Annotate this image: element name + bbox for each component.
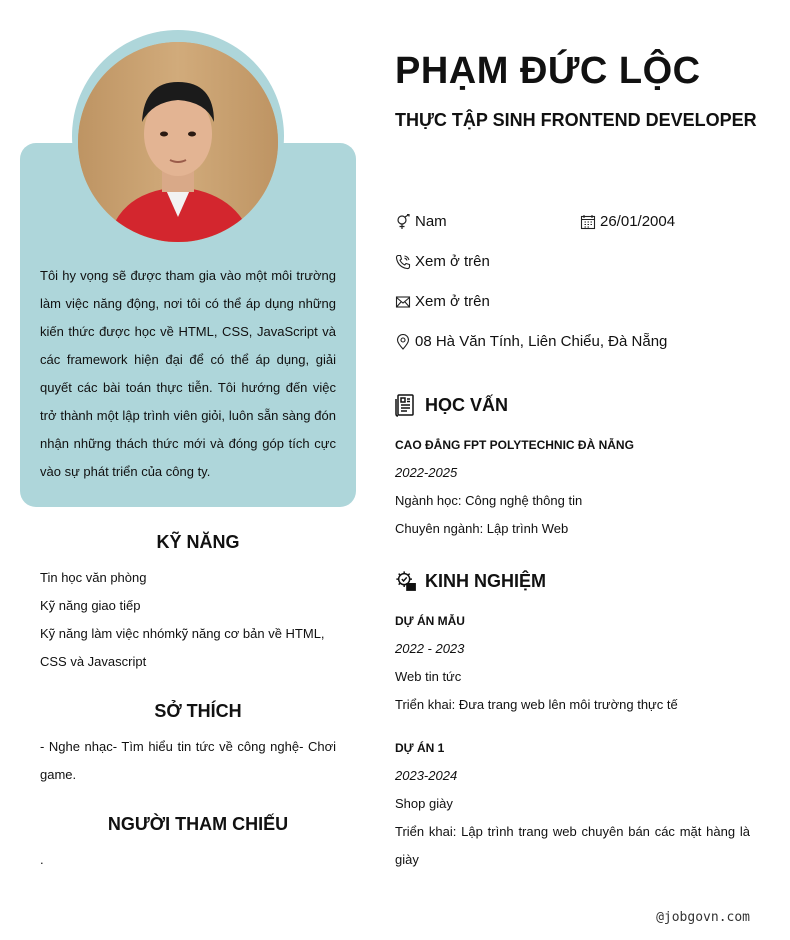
project-name: DỰ ÁN 1: [395, 741, 445, 755]
gender-value: Nam: [415, 213, 447, 230]
phone-icon: [395, 254, 411, 270]
dob-value: 26/01/2004: [600, 213, 676, 230]
list-item: Kỹ năng giao tiếp: [40, 598, 141, 613]
calendar-icon: [580, 214, 596, 230]
references-text: .: [40, 852, 44, 867]
candidate-name: PHẠM ĐỨC LỘC: [395, 50, 701, 92]
phone-info: [395, 253, 490, 270]
gender-info: [395, 213, 447, 230]
experience-title: [395, 569, 546, 593]
envelope-icon: [395, 294, 411, 310]
project-desc: Shop giày: [395, 796, 453, 811]
list-item: Kỹ năng làm việc nhómkỹ năng cơ bản về HTML, CSS và Javascript: [40, 626, 325, 669]
email-info: [395, 293, 490, 310]
email-value: Xem ở trên: [415, 293, 490, 310]
dob-info: [580, 213, 675, 230]
education-block: [395, 431, 750, 543]
hobbies-title: SỞ THÍCH: [154, 701, 242, 721]
project-desc: Web tin tức: [395, 669, 462, 684]
experience-title-text: KINH NGHIỆM: [425, 570, 546, 591]
education-title: [395, 393, 508, 417]
document-icon: [395, 393, 417, 417]
avatar: [78, 42, 278, 242]
phone-value: Xem ở trên: [415, 253, 490, 270]
list-item: Tin học văn phòng: [40, 570, 147, 585]
references-title: NGƯỜI THAM CHIẾU: [107, 814, 289, 834]
project-detail: Triển khai: Lập trình trang web chuyên bán các mặt hàng là giày: [395, 824, 750, 867]
watermark: @jobgovn.com: [656, 910, 750, 925]
gear-check-icon: [395, 569, 417, 593]
address-info: [395, 333, 667, 350]
education-period: 2022-2025: [395, 465, 458, 480]
location-pin-icon: [395, 334, 411, 350]
education-title-text: HỌC VẤN: [425, 394, 509, 415]
hobbies-text: - Nghe nhạc- Tìm hiểu tin tức về công nghệ- Chơi game.: [40, 739, 336, 782]
skills-list: [40, 564, 336, 676]
project-detail: Triển khai: Đưa trang web lên môi trường thực tế: [395, 697, 678, 712]
project-name: DỰ ÁN MẪU: [395, 614, 465, 628]
experience-item: [395, 734, 750, 874]
career-summary: Tôi hy vọng sẽ được tham gia vào một môi trường làm việc năng động, nơi tôi có thể áp dụng những kiến thức được học về HTML, CSS, JavaScript và các framework hiện đại để có thể áp dụng, giải quyết các bài toán thực tiễn. Tôi hướng đến việc trở thành một lập trình viên giỏi, luôn sẵn sàng đón nhận những thách thức mới và đóng góp tích cực vào sự phát triển của công ty.: [40, 268, 336, 479]
education-major: Ngành học: Công nghệ thông tin: [395, 493, 583, 508]
education-specialization: Chuyên ngành: Lập trình Web: [395, 521, 569, 536]
school-name: CAO ĐẲNG FPT POLYTECHNIC ĐÀ NẴNG: [395, 438, 634, 452]
candidate-role: THỰC TẬP SINH FRONTEND DEVELOPER: [395, 110, 757, 130]
gender-icon: [395, 214, 411, 230]
project-period: 2022 - 2023: [395, 641, 465, 656]
skills-title: KỸ NĂNG: [156, 532, 240, 552]
address-value: 08 Hà Văn Tính, Liên Chiểu, Đà Nẵng: [415, 333, 668, 350]
experience-item: [395, 607, 750, 719]
project-period: 2023-2024: [395, 768, 458, 783]
